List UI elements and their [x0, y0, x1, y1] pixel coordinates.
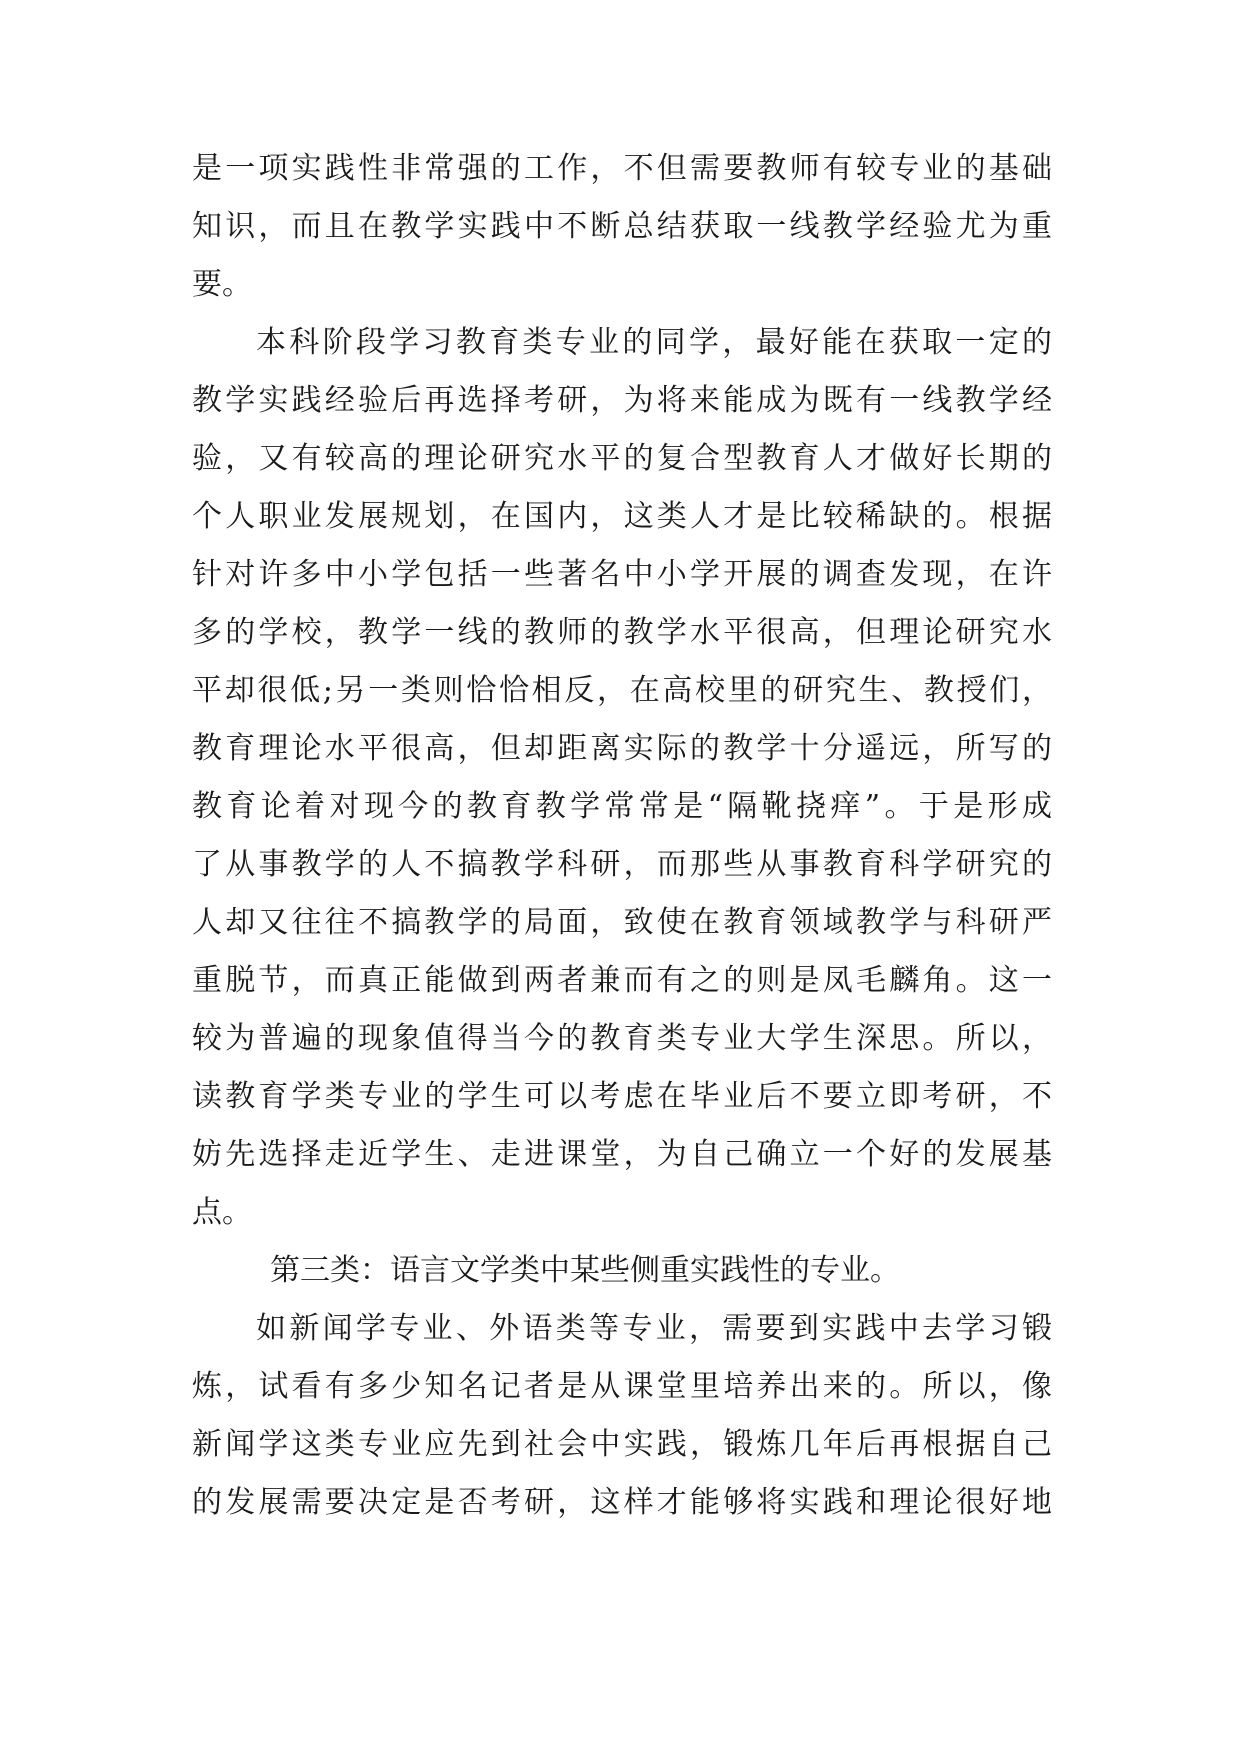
text-line: 验，又有较高的理论研究水平的复合型教育人才做好长期的 — [192, 441, 1052, 476]
text-line: 炼，试看有多少知名记者是从课堂里培养出来的。所以，像 — [192, 1369, 1052, 1404]
text-line: 教育论着对现今的教育教学常常是“隔靴挠痒”。于是形成 — [192, 789, 1052, 824]
text-line: 较为普遍的现象值得当今的教育类专业大学生深思。所以， — [192, 1021, 1052, 1056]
text-line: 针对许多中小学包括一些著名中小学开展的调查发现，在许 — [192, 557, 1052, 592]
text-line: 重脱节，而真正能做到两者兼而有之的则是凤毛麟角。这一 — [192, 963, 1052, 998]
text-line: 的发展需要决定是否考研，这样才能够将实践和理论很好地 — [192, 1485, 1052, 1520]
text-line: 教育理论水平很高，但却距离实际的教学十分遥远，所写的 — [192, 731, 1052, 766]
section-heading: 第三类：语言文学类中某些侧重实践性的专业。 — [270, 1253, 900, 1288]
text-line: 要。 — [192, 267, 252, 302]
text-line: 知识，而且在教学实践中不断总结获取一线教学经验尤为重 — [192, 209, 1052, 244]
text-line: 人却又往往不搞教学的局面，致使在教育领域教学与科研严 — [192, 905, 1052, 940]
text-line: 多的学校，教学一线的教师的教学水平很高，但理论研究水 — [192, 615, 1052, 650]
text-line: 新闻学这类专业应先到社会中实践，锻炼几年后再根据自己 — [192, 1427, 1052, 1462]
text-line: 个人职业发展规划，在国内，这类人才是比较稀缺的。根据 — [192, 499, 1052, 534]
text-line: 点。 — [192, 1195, 252, 1230]
text-line: 平却很低;另一类则恰恰相反，在高校里的研究生、教授们， — [192, 673, 1052, 708]
text-line: 是一项实践性非常强的工作，不但需要教师有较专业的基础 — [192, 151, 1052, 186]
text-line: 教学实践经验后再选择考研，为将来能成为既有一线教学经 — [192, 383, 1052, 418]
text-line: 了从事教学的人不搞教学科研，而那些从事教育科学研究的 — [192, 847, 1052, 882]
text-line: 如新闻学专业、外语类等专业，需要到实践中去学习锻 — [256, 1311, 1052, 1346]
text-line: 读教育学类专业的学生可以考虑在毕业后不要立即考研，不 — [192, 1079, 1052, 1114]
text-line: 妨先选择走近学生、走进课堂，为自己确立一个好的发展基 — [192, 1137, 1052, 1172]
text-line: 本科阶段学习教育类专业的同学，最好能在获取一定的 — [256, 325, 1052, 360]
